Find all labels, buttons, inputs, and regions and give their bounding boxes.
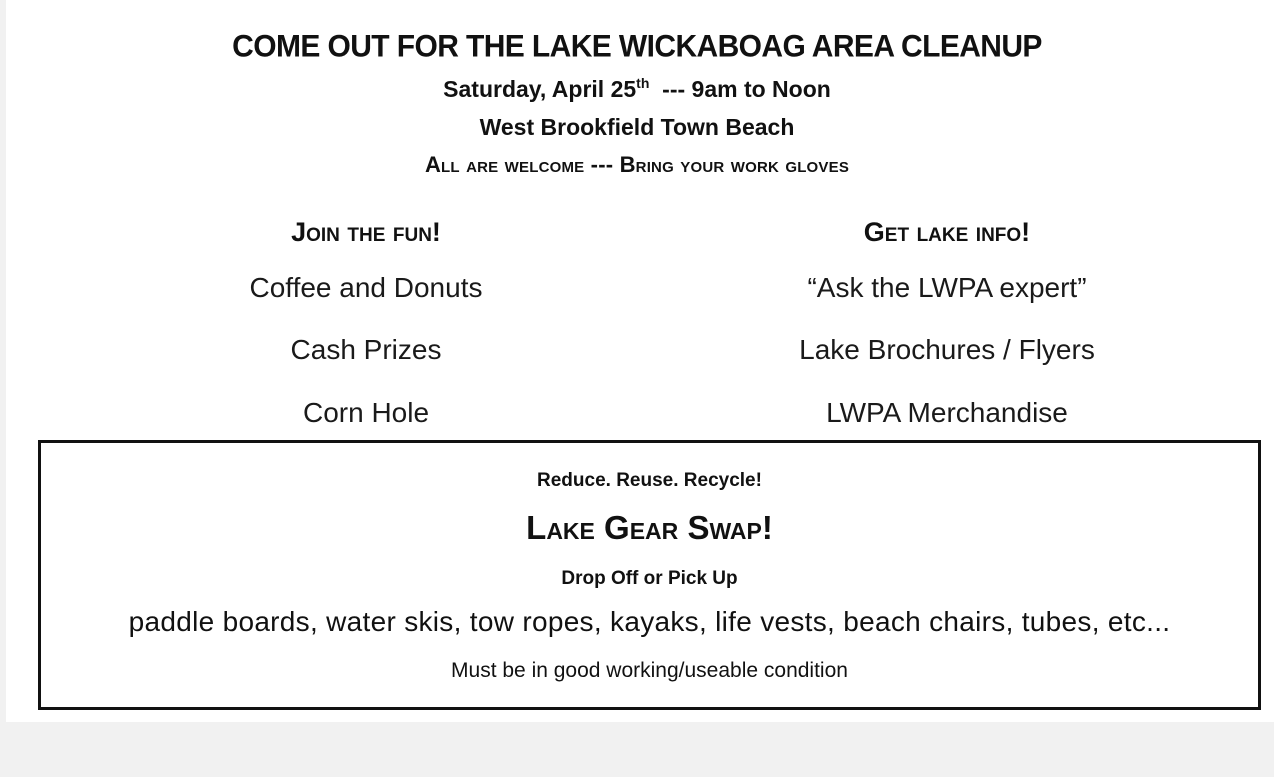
list-item: LWPA Merchandise [826,397,1068,428]
swap-title: Lake Gear Swap! [526,509,773,546]
list-item: “Ask the LWPA expert” [807,272,1087,303]
gear-swap-box [38,440,1261,710]
join-the-fun-heading: Join the fun! [291,217,441,247]
list-item: Coffee and Donuts [249,272,483,303]
swap-subtitle: Drop Off or Pick Up [561,568,738,589]
swap-items: paddle boards, water skis, tow ropes, kayaks, life vests, beach chairs, tubes, etc... [128,606,1171,637]
event-location: West Brookfield Town Beach [479,114,795,140]
welcome-line: All are welcome --- Bring your work gloves [424,152,850,177]
flyer-title: COME OUT FOR THE LAKE WICKABOAG AREA CLEANUP [232,29,1042,64]
event-date-time [0,76,1274,103]
list-item: Lake Brochures / Flyers [799,334,1095,365]
get-lake-info-heading: Get lake info! [863,217,1031,247]
event-date: Saturday, April 25 [443,76,637,102]
swap-tagline: Reduce. Reuse. Recycle! [537,470,762,491]
list-item: Corn Hole [302,397,430,428]
list-item: Cash Prizes [290,334,442,365]
swap-condition-note: Must be in good working/useable condition [451,659,848,682]
date-ordinal-suffix: th [636,75,650,91]
event-time: --- 9am to Noon [662,76,831,102]
